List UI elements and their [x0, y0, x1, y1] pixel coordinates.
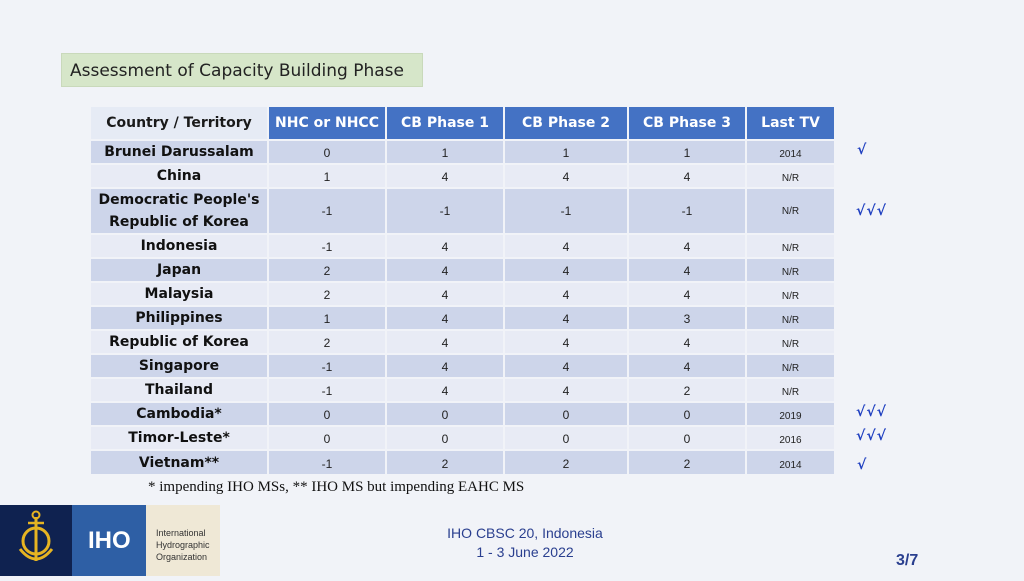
header-country: Country / Territory [91, 107, 268, 140]
nhc-cell: -1 [268, 188, 386, 234]
cb3-cell: 4 [628, 354, 746, 378]
cb2-cell: 4 [504, 330, 628, 354]
country-cell: Timor-Leste* [91, 426, 268, 450]
cb1-cell: 4 [386, 306, 504, 330]
cb2-cell: 4 [504, 258, 628, 282]
table-row [91, 378, 835, 402]
table-row [91, 402, 835, 426]
table-row [91, 188, 835, 234]
cb1-cell: 0 [386, 402, 504, 426]
cb3-cell: 0 [628, 402, 746, 426]
tick-marks: √√√ [856, 404, 888, 420]
nhc-cell: 0 [268, 402, 386, 426]
country-cell: Japan [91, 258, 268, 282]
footer-event-info [400, 524, 650, 562]
cb3-cell: 3 [628, 306, 746, 330]
tv-cell: N/R [746, 258, 835, 282]
cb3-cell: 4 [628, 258, 746, 282]
cb2-cell: 4 [504, 378, 628, 402]
header-row [91, 107, 835, 140]
cb3-cell: 4 [628, 330, 746, 354]
country-cell: Cambodia* [91, 402, 268, 426]
cb3-cell: 1 [628, 140, 746, 164]
cb1-cell: 4 [386, 234, 504, 258]
tick-marks: √√√ [856, 203, 888, 219]
tv-cell: N/R [746, 282, 835, 306]
cb2-cell: 4 [504, 282, 628, 306]
cb1-cell: 1 [386, 140, 504, 164]
event-name: IHO CBSC 20, Indonesia [447, 525, 603, 541]
cb1-cell: 4 [386, 282, 504, 306]
tv-cell: 2019 [746, 402, 835, 426]
org-name [156, 527, 210, 563]
page-number: 3/7 [896, 552, 919, 569]
emblem-panel [0, 505, 72, 576]
country-cell: Thailand [91, 378, 268, 402]
country-cell: Brunei Darussalam [91, 140, 268, 164]
tv-cell: 2014 [746, 450, 835, 474]
nhc-cell: -1 [268, 450, 386, 474]
cb3-cell: 2 [628, 450, 746, 474]
header-nhc: NHC or NHCC [268, 107, 386, 140]
cb2-cell: 1 [504, 140, 628, 164]
footer-logo-bar [0, 505, 220, 576]
tv-cell: N/R [746, 378, 835, 402]
cb2-cell: 4 [504, 354, 628, 378]
org-name-line: International [156, 528, 206, 538]
org-name-line: Hydrographic [156, 540, 210, 550]
nhc-cell: 1 [268, 164, 386, 188]
country-cell: Philippines [91, 306, 268, 330]
header-cb-phase-1: CB Phase 1 [386, 107, 504, 140]
country-cell: China [91, 164, 268, 188]
table-row [91, 140, 835, 164]
tv-cell: N/R [746, 354, 835, 378]
cb1-cell: -1 [386, 188, 504, 234]
table-row [91, 330, 835, 354]
nhc-cell: 2 [268, 258, 386, 282]
table-row [91, 450, 835, 474]
table-row [91, 258, 835, 282]
cb3-cell: 0 [628, 426, 746, 450]
cb1-cell: 4 [386, 258, 504, 282]
cb2-cell: 4 [504, 306, 628, 330]
tv-cell: 2014 [746, 140, 835, 164]
cb2-cell: 0 [504, 426, 628, 450]
iho-logo-text: IHO [88, 527, 131, 554]
nhc-cell: -1 [268, 378, 386, 402]
cb1-cell: 4 [386, 164, 504, 188]
assessment-table [91, 107, 836, 474]
country-cell: Vietnam** [91, 450, 268, 474]
event-dates: 1 - 3 June 2022 [476, 544, 574, 560]
nhc-cell: -1 [268, 234, 386, 258]
cb1-cell: 4 [386, 330, 504, 354]
cb3-cell: 4 [628, 234, 746, 258]
cb2-cell: 0 [504, 402, 628, 426]
org-name-line: Organization [156, 552, 208, 562]
country-cell: Singapore [91, 354, 268, 378]
country-cell: Indonesia [91, 234, 268, 258]
cb2-cell: 2 [504, 450, 628, 474]
country-cell: Malaysia [91, 282, 268, 306]
cb1-cell: 4 [386, 378, 504, 402]
cb1-cell: 2 [386, 450, 504, 474]
tick-marks: √√√ [856, 428, 888, 444]
table-row [91, 354, 835, 378]
nhc-cell: 1 [268, 306, 386, 330]
header-cb-phase-3: CB Phase 3 [628, 107, 746, 140]
nhc-cell: -1 [268, 354, 386, 378]
table-row [91, 164, 835, 188]
header-cb-phase-2: CB Phase 2 [504, 107, 628, 140]
tv-cell: 2016 [746, 426, 835, 450]
tick-marks: √ [857, 142, 868, 158]
table-row [91, 234, 835, 258]
cb3-cell: 4 [628, 164, 746, 188]
tick-marks: √ [857, 457, 868, 473]
tv-cell: N/R [746, 234, 835, 258]
footnote: * impending IHO MSs, ** IHO MS but impending EAHC MS [148, 479, 525, 495]
table-row [91, 306, 835, 330]
cb3-cell: -1 [628, 188, 746, 234]
table-row [91, 282, 835, 306]
country-cell: Republic of Korea [91, 330, 268, 354]
tv-cell: N/R [746, 164, 835, 188]
tv-cell: N/R [746, 330, 835, 354]
nhc-cell: 2 [268, 282, 386, 306]
cb1-cell: 4 [386, 354, 504, 378]
tv-cell: N/R [746, 188, 835, 234]
table-row [91, 426, 835, 450]
cb3-cell: 2 [628, 378, 746, 402]
slide-title: Assessment of Capacity Building Phase [70, 61, 404, 81]
country-cell: Democratic People's Republic of Korea [91, 188, 268, 234]
header-last-tv: Last TV [746, 107, 835, 140]
cb3-cell: 4 [628, 282, 746, 306]
cb2-cell: -1 [504, 188, 628, 234]
nhc-cell: 0 [268, 140, 386, 164]
cb2-cell: 4 [504, 234, 628, 258]
tv-cell: N/R [746, 306, 835, 330]
slide-title-box [61, 53, 423, 87]
cb1-cell: 0 [386, 426, 504, 450]
nhc-cell: 0 [268, 426, 386, 450]
iho-anchor-emblem-icon [0, 505, 72, 576]
cb2-cell: 4 [504, 164, 628, 188]
nhc-cell: 2 [268, 330, 386, 354]
